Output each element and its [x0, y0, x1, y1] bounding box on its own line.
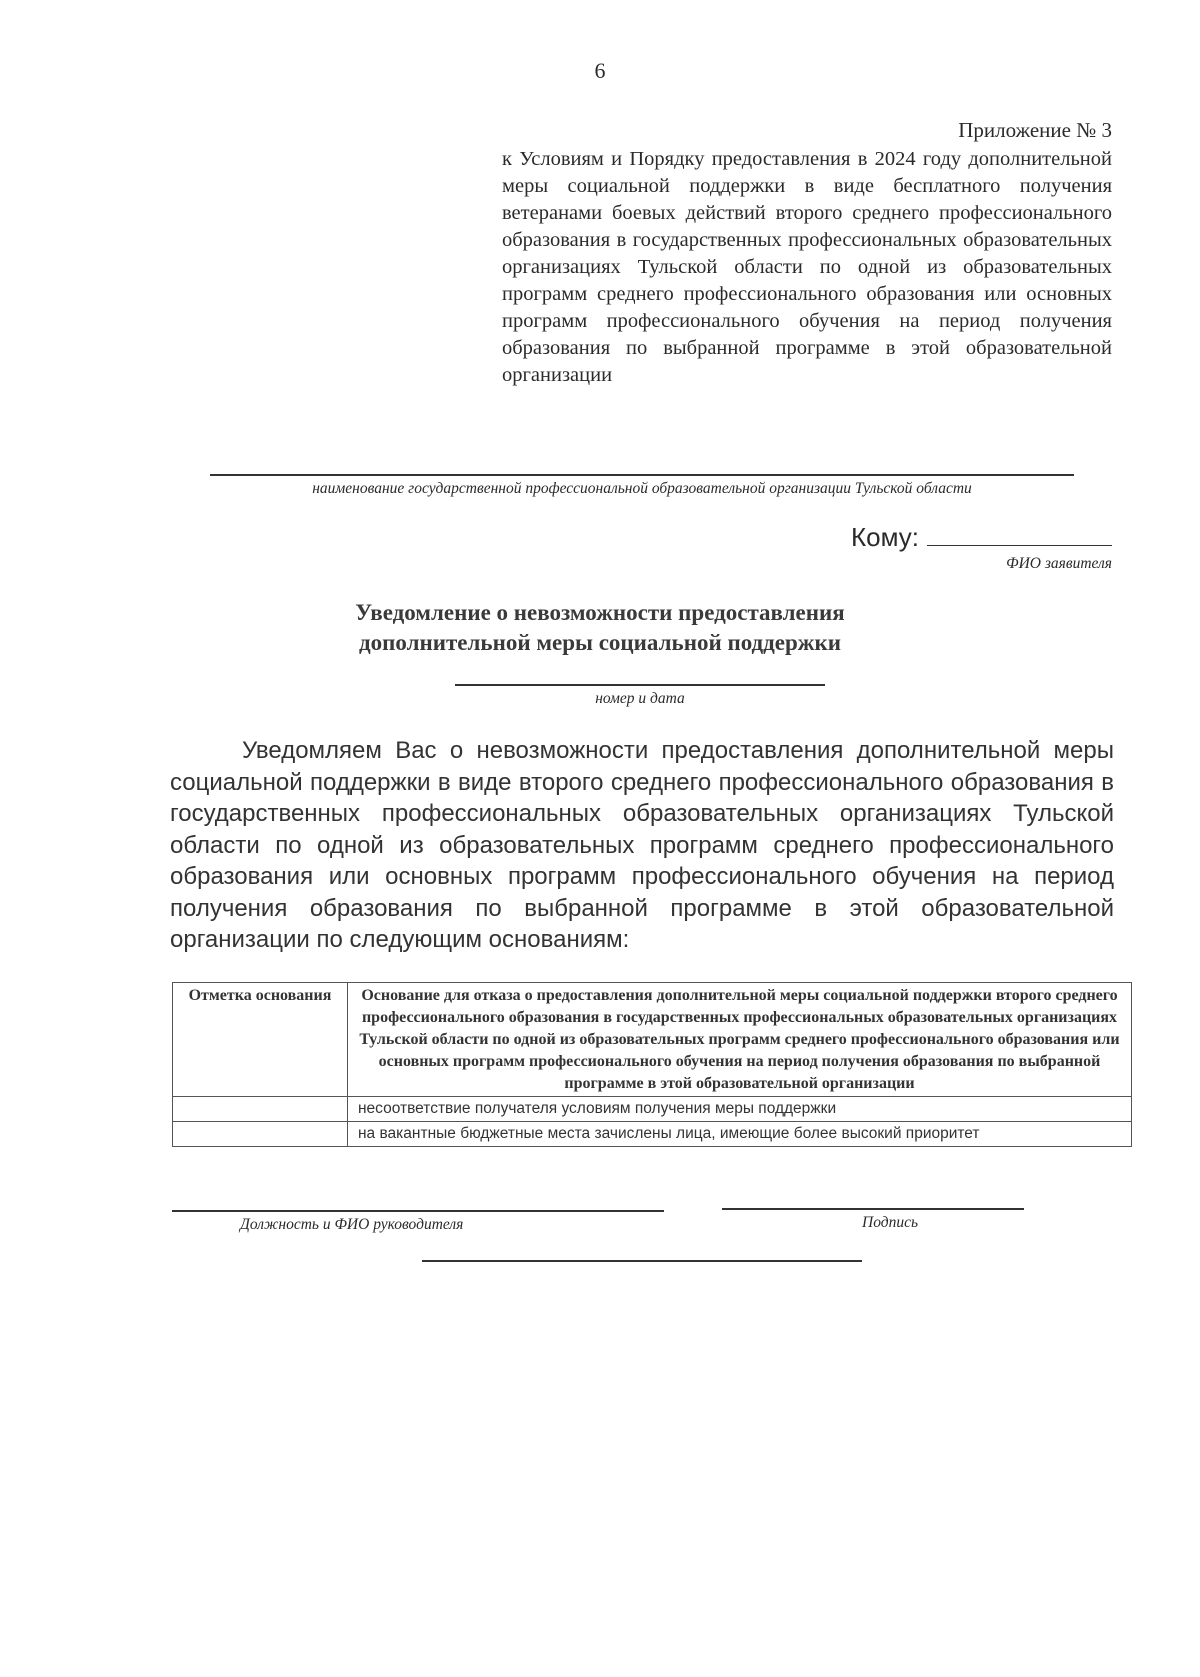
signature-caption: Подпись: [862, 1214, 919, 1231]
appendix-body: к Условиям и Порядку предоставления в 2024 году дополнительной меры социальной поддержки в виде бесплатного получения ветеранами боевых действий второго среднего профессионального образования в государственных профессиональных образовательных организациях Тульской области по одной из образовательных программ среднего профессионального образования или основных программ профессионального обучения на период получения образования по выбранной программе в этой образовательной организации: [502, 148, 1112, 386]
notice-title-line1: Уведомление о невозможности предоставления: [355, 600, 845, 625]
mark-cell[interactable]: [173, 1097, 348, 1122]
reason-cell: несоответствие получателя условиям получения меры поддержки: [348, 1097, 1132, 1122]
mark-cell[interactable]: [173, 1122, 348, 1147]
recipient-blank[interactable]: [927, 525, 1112, 546]
org-name-line: [210, 474, 1074, 476]
signature-line: [722, 1208, 1024, 1210]
position-caption: Должность и ФИО руководителя: [240, 1216, 464, 1233]
recipient-field: [851, 522, 1112, 553]
header-reason: Основание для отказа о предоставления дополнительной меры социальной поддержки второго среднего профессионального образования в государственных профессиональных образовательных организациях Тульской области по одной из образовательных программ среднего профессионального образования или основных программ профессионального обучения на период получения образования по выбранной программе в этой образовательной организации: [348, 983, 1132, 1097]
table-row: [173, 1122, 1132, 1147]
table-row: [173, 1097, 1132, 1122]
position-line: [172, 1210, 664, 1212]
recipient-caption: ФИО заявителя: [1006, 555, 1112, 572]
notice-title-line2: дополнительной меры социальной поддержки: [359, 630, 841, 655]
recipient-label: Кому:: [851, 522, 919, 552]
footer-line: [422, 1260, 862, 1262]
notice-body-text: Уведомляем Вас о невозможности предоставления дополнительной меры социальной поддержки в виде второго среднего профессионального образования в государственных профессиональных образовательных организациях Тульской области по одной из образовательных программ среднего профессионального образования или основных программ профессионального обучения на период получения образования по выбранной программе в этой образовательной организации по следующим основаниям:: [170, 737, 1114, 953]
notice-body: [170, 735, 1114, 956]
number-date-line: [455, 684, 825, 686]
appendix-title: Приложение № 3: [958, 118, 1112, 142]
reason-cell: на вакантные бюджетные места зачислены лица, имеющие более высокий приоритет: [348, 1122, 1132, 1147]
notice-title: [0, 598, 1200, 658]
table-header-row: [173, 983, 1132, 1097]
number-date-caption: номер и дата: [595, 690, 685, 707]
grounds-table: [172, 982, 1132, 1147]
page-number: 6: [594, 58, 606, 83]
org-name-caption: наименование государственной профессиональной образовательной организации Тульской области: [312, 480, 972, 497]
header-mark: Отметка основания: [173, 983, 348, 1097]
